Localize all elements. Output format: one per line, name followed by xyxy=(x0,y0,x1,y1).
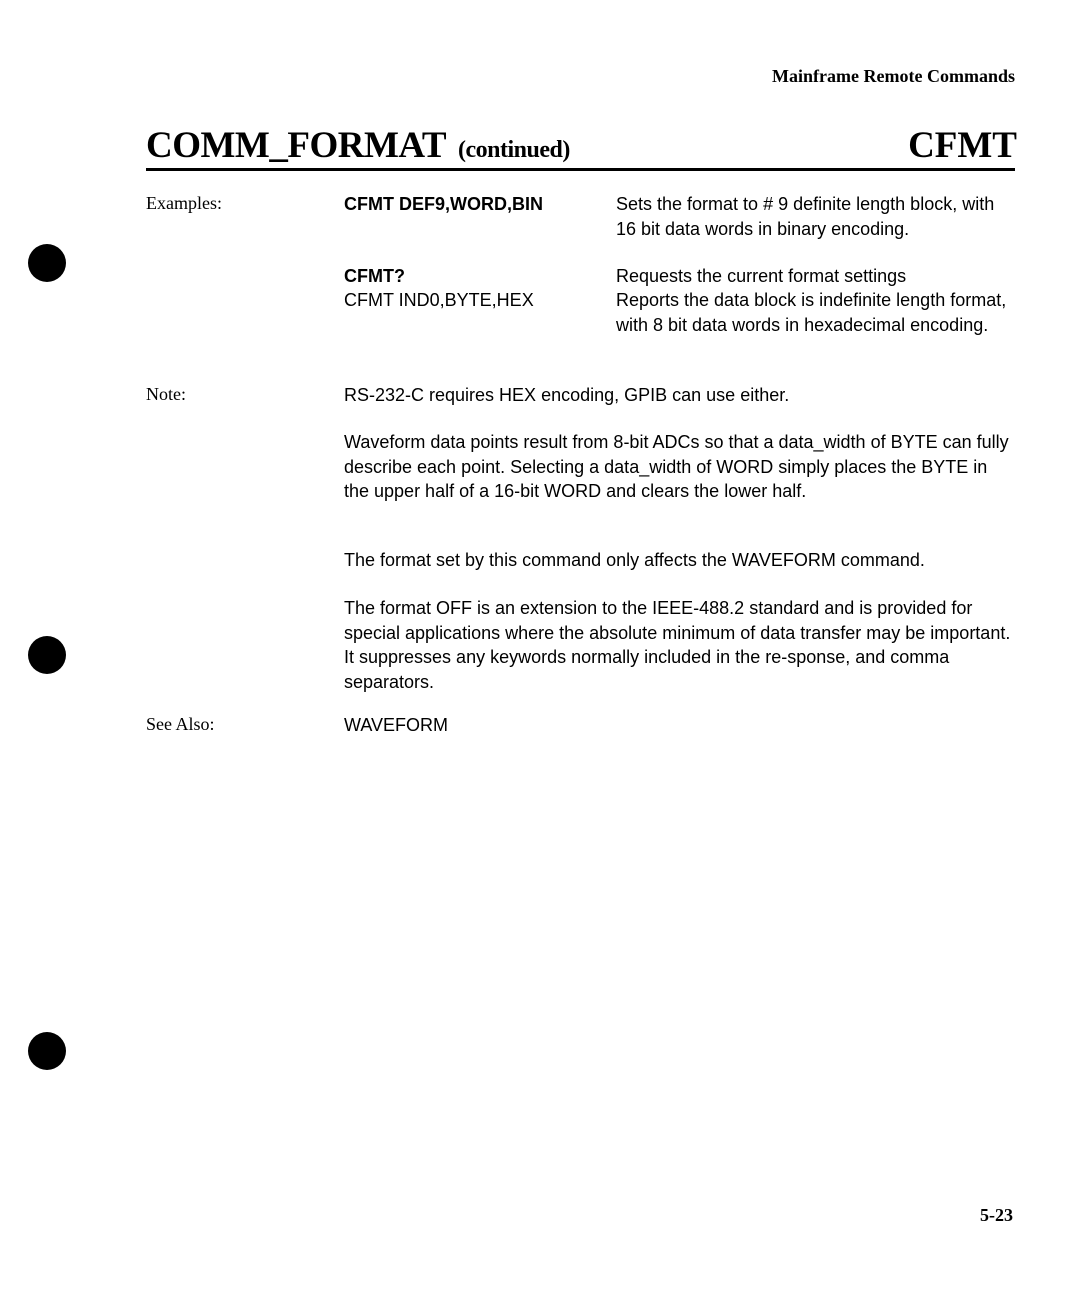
note-paragraph: RS-232-C requires HEX encoding, GPIB can use either. xyxy=(344,385,790,405)
examples-label: Examples: xyxy=(146,193,222,213)
punch-hole xyxy=(28,636,66,674)
example-response: CFMT IND0,BYTE,HEX xyxy=(344,290,534,310)
punch-hole xyxy=(28,244,66,282)
see-also-label: See Also: xyxy=(146,714,215,734)
page-title xyxy=(146,124,570,167)
see-also-link[interactable]: WAVEFORM xyxy=(344,715,448,735)
note-paragraph: Waveform data points result from 8-bit ADCs so that a data_width of BYTE can fully describe each point. Selecting a data_width of WORD simply places the BYTE in the upper half of a 16-bit WORD and clears the lower half. xyxy=(344,432,1009,501)
example-description: Sets the format to # 9 definite length block, with 16 bit data words in binary encoding. xyxy=(616,194,995,239)
continued-label: (continued) xyxy=(458,137,570,163)
note-paragraph: The format set by this command only affects the WAVEFORM command. xyxy=(344,550,925,570)
example-description: Reports the data block is indefinite length format, with 8 bit data words in hexadecimal encoding. xyxy=(616,290,1007,335)
punch-hole xyxy=(28,1032,66,1070)
note-label: Note: xyxy=(146,384,186,404)
title-rule xyxy=(146,168,1015,171)
example-command: CFMT DEF9,WORD,BIN xyxy=(344,194,543,214)
note-paragraph: The format OFF is an extension to the IEEE-488.2 standard and is provided for special applications where the absolute minimum of data transfer may be important. It suppresses any keywords normally included in the re-sponse, and comma separators. xyxy=(344,598,1011,692)
command-short-name: CFMT xyxy=(908,125,1017,166)
example-command: CFMT? xyxy=(344,266,405,286)
page-number: 5-23 xyxy=(980,1205,1013,1225)
example-description: Requests the current format settings xyxy=(616,266,907,286)
command-name: COMM_FORMAT xyxy=(146,125,447,166)
running-head: Mainframe Remote Commands xyxy=(772,66,1015,86)
